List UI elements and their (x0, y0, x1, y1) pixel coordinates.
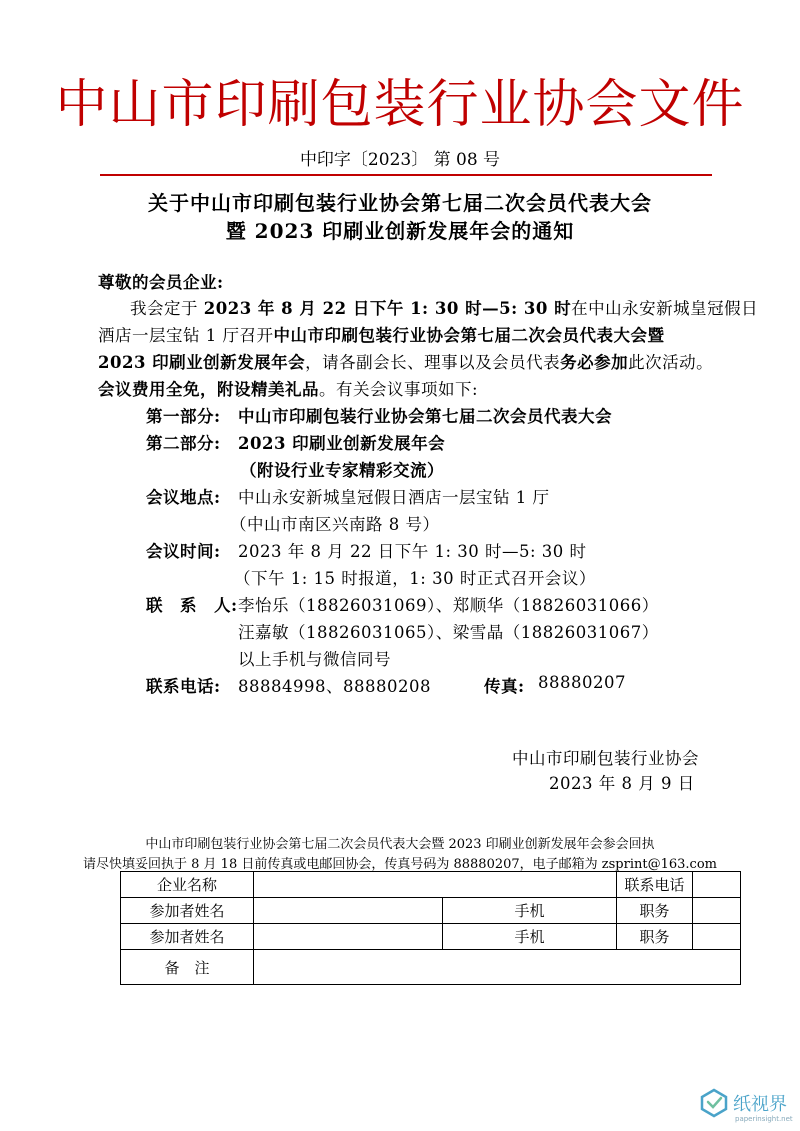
body-event: 2023 印刷业创新发展年会 (98, 353, 306, 372)
position-label: 职务 (617, 924, 693, 950)
body-emphasis: 务必参加 (560, 353, 629, 372)
remark-label: 备 注 (121, 950, 254, 985)
notice-title-line1: 关于中山市印刷包装行业协会第七届二次会员代表大会 (148, 191, 652, 215)
remark-field[interactable] (254, 950, 741, 985)
signature-date: 2023 年 8 月 9 日 (549, 774, 695, 793)
venue-value: 中山永安新城皇冠假日酒店一层宝钻 1 厅 (238, 488, 550, 507)
notice-title-line2: 暨 2023 印刷业创新发展年会的通知 (225, 219, 575, 243)
body-text: 酒店一层宝钻 1 厅召开 (98, 326, 274, 345)
contact-line3: 以上手机与微信同号 (238, 650, 391, 669)
fax-label: 传真: (484, 677, 525, 696)
part2-label: 第二部分: (146, 434, 221, 453)
signature-org: 中山市印刷包装行业协会 (512, 749, 699, 768)
document-number: 中印字〔2023〕 第 08 号 (299, 150, 501, 170)
contact-line2: 汪嘉敏（18826031065）、梁雪晶（18826031067） (238, 623, 659, 642)
attendee-label: 参加者姓名 (121, 924, 254, 950)
body-emphasis: 会议费用全免，附设精美礼品 (98, 380, 319, 399)
part2-value: 2023 印刷业创新发展年会 (238, 434, 446, 453)
position-label: 职务 (617, 898, 693, 924)
position-field[interactable] (693, 898, 741, 924)
table-row (121, 898, 741, 924)
table-row (121, 950, 741, 985)
attendee-name-field[interactable] (254, 898, 443, 924)
document-title: 中山市印刷包装行业协会文件 (55, 75, 745, 135)
part1-value: 中山市印刷包装行业协会第七届二次会员代表大会 (238, 407, 612, 426)
body-line-2 (98, 322, 665, 346)
mobile-label: 手机 (514, 928, 545, 946)
body-text: 。有关会议事项如下: (319, 380, 479, 399)
body-text: ，请各副会长、理事以及会员代表 (305, 353, 561, 372)
body-line-3 (98, 349, 713, 373)
company-label: 企业名称 (121, 872, 254, 898)
time-note: （下午 1: 15 时报道，1: 30 时正式召开会议） (234, 569, 596, 588)
mobile-cell (443, 924, 617, 950)
mobile-label: 手机 (514, 902, 545, 920)
brand-mark-icon (699, 1088, 729, 1118)
watermark-url: paperinsight.net (735, 1115, 793, 1123)
contact-line1: 李怡乐（18826031069）、郑顺华（18826031066） (238, 596, 659, 615)
position-field[interactable] (693, 924, 741, 950)
watermark-logo (699, 1088, 795, 1128)
title-divider (100, 174, 712, 176)
table-row (121, 924, 741, 950)
body-event: 中山市印刷包装行业协会第七届二次会员代表大会暨 (273, 326, 665, 345)
attendee-name-field[interactable] (254, 924, 443, 950)
contact-phone-label: 联系电话 (617, 872, 693, 898)
phone-value: 88884998、88880208 (238, 677, 431, 696)
venue-note: （中山市南区兴南路 8 号） (230, 515, 440, 534)
table-row (121, 872, 741, 898)
mobile-cell (443, 898, 617, 924)
body-line-1 (130, 295, 758, 319)
part2-note: （附设行业专家精彩交流） (240, 461, 444, 480)
venue-label: 会议地点: (146, 488, 221, 507)
company-field[interactable] (254, 872, 617, 898)
attendee-label: 参加者姓名 (121, 898, 254, 924)
watermark-brand: 纸视界 (733, 1094, 787, 1115)
body-text: 我会定于 (130, 299, 204, 318)
body-text: 此次活动。 (628, 353, 714, 372)
contact-phone-field[interactable] (693, 872, 741, 898)
body-line-4 (98, 376, 478, 400)
fax-value: 88880207 (538, 673, 626, 692)
time-value: 2023 年 8 月 22 日下午 1: 30 时—5: 30 时 (238, 542, 587, 561)
body-text: 在中山永安新城皇冠假日 (571, 299, 759, 318)
part1-label: 第一部分: (146, 407, 221, 426)
reply-form-table (120, 871, 741, 985)
contact-label: 联 系 人: (146, 596, 238, 615)
salutation: 尊敬的会员企业: (98, 273, 224, 292)
time-label: 会议时间: (146, 542, 221, 561)
phone-label: 联系电话: (146, 677, 221, 696)
body-date: 2023 年 8 月 22 日下午 1: 30 时—5: 30 时 (203, 299, 572, 318)
reply-instruction: 请尽快填妥回执于 8 月 18 日前传真或电邮回协会，传真号码为 88880207，电子邮箱为 zsprint@163.com (83, 857, 717, 872)
reply-title: 中山市印刷包装行业协会第七届二次会员代表大会暨 2023 印刷业创新发展年会参会回执 (145, 837, 655, 852)
